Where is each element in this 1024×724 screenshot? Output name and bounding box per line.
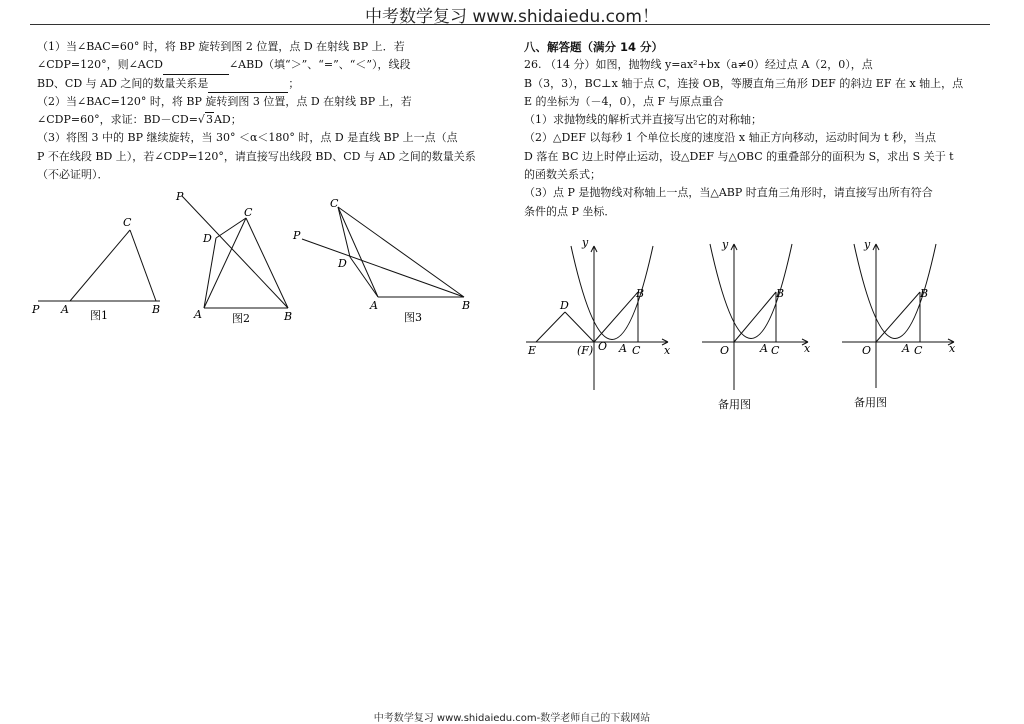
g1-label-c: C [632,344,641,357]
g1-seg-ed [536,312,565,342]
q26-part3-line2: 条件的点 P 坐标． [524,204,616,218]
figure-1 [30,210,170,330]
g2-caption: 备用图 [718,398,751,411]
g3-seg-ob [876,292,920,342]
part1-line3-post: ； [288,76,300,90]
fig3-label-p: P [293,229,301,242]
g1-seg-ob [594,292,638,342]
fig3-side-ca [338,207,378,297]
fig2-seg-da [204,238,216,308]
fig2-label-b: B [284,310,293,323]
fig2-label-c: C [244,206,253,219]
fig3-label-c: C [330,197,339,210]
g2-label-x: x [804,342,811,355]
page-header: 中考数学复习 www.shidaiedu.com！ [365,7,659,27]
fig2-label-d: D [203,232,212,245]
g3-label-b: B [920,287,929,300]
fig1-label-a: A [61,303,69,316]
g1-label-b: B [636,287,645,300]
fig3-label-a: A [370,299,378,312]
part3-line1: （3）将图 3 中的 BP 继续旋转，当 30° ＜α＜180° 时，点 D 是直线 BP 上一点（点 [37,131,458,145]
answer-blank-2[interactable] [208,80,288,93]
part1-line3-pre: BD、CD 与 AD 之间的数量关系是 [37,76,209,90]
g1-label-x: x [664,344,671,357]
g3-label-c: C [914,344,923,357]
part1-line2 [37,56,505,74]
g2-label-o: O [720,344,730,357]
q26-part2-line3: 的函数关系式； [524,168,601,182]
fig3-side-cb [338,207,464,297]
fig2-side-cb [246,218,288,308]
left-column [37,38,505,184]
fig2-label-a: A [194,308,202,321]
part1-line2-pre: ∠CDP=120°，则∠ACD [37,58,163,72]
section-heading: 八、解答题（满分 14 分） [524,40,664,54]
g2-seg-ob [734,292,776,342]
g3-label-x: x [949,342,956,355]
fig3-seg-da [350,257,378,297]
answer-blank-1[interactable] [163,62,229,75]
g3-caption: 备用图 [854,396,887,409]
fig1-label-c: C [123,216,132,229]
q26-part2-line1: （2）△DEF 以每秒 1 个单位长度的速度沿 x 轴正方向移动，运动时间为 t 秒，当点 [524,131,937,145]
header-rule [30,24,990,25]
part1-line2-post: ∠ABD（填“＞”、“=”、“＜”），线段 [228,58,411,72]
fig3-label-b: B [462,299,471,312]
g3-label-o: O [862,344,872,357]
q26-line1: 26. （14 分）如图，抛物线 y=ax²+bx（a≠0）经过点 A（2，0），点 [524,58,873,72]
part1-line1: （1）当∠BAC=60° 时，将 BP 旋转到图 2 位置，点 D 在射线 BP 上．若 [37,40,405,53]
q26-part1: （1）求抛物线的解析式并直接写出它的对称轴； [524,113,762,127]
part2-line2-post: AD； [213,113,242,127]
g1-label-d: D [560,299,569,312]
part1-line3 [37,75,505,93]
g2-label-b: B [776,287,785,300]
q26-line2: B（3，3），BC⊥x 轴于点 C，连接 OB，等腰直角三角形 DEF 的斜边 EF 在 x 轴上，点 [524,76,964,90]
g2-label-a: A [760,342,768,355]
fig1-caption: 图1 [90,309,108,322]
sqrt-three: 3 [205,113,213,127]
part2-line2-pre: ∠CDP=60°，求证：BD－CD=√ [37,113,205,127]
g1-label-a: A [619,342,627,355]
g1-seg-df [565,312,594,342]
q26-part2-line2: D 落在 BC 边上时停止运动，设△DEF 与△OBC 的重叠部分的面积为 S，求出 S 关于 t [524,149,954,163]
g1-label-o: O [598,340,608,353]
figure-3 [290,195,480,330]
graph-spare-2 [836,232,966,412]
g2-label-y: y [722,238,729,251]
fig3-ray-pb [302,239,464,297]
g1-label-y: y [582,236,589,249]
g3-label-y: y [864,238,871,251]
fig2-label-p: P [176,190,184,203]
fig1-side-ac [70,230,130,301]
right-column [524,38,994,221]
part2-line1: （2）当∠BAC=120° 时，将 BP 旋转到图 3 位置，点 D 在射线 BP 上，若 [37,94,412,108]
g2-label-c: C [771,344,780,357]
part2-line2 [37,111,505,129]
fig1-label-p: P [32,303,40,316]
g3-label-a: A [902,342,910,355]
q26-line3: E 的坐标为（－4，0），点 F 与原点重合 [524,94,724,108]
q26-part3-line1: （3）点 P 是抛物线对称轴上一点，当△ABP 时直角三角形时，请直接写出所有符合 [524,186,933,200]
graph-spare-1 [696,232,821,416]
part3-line2: P 不在线段 BD 上），若∠CDP=120°，请直接写出线段 BD、CD 与 AD 之间的数量关系 [37,149,476,163]
g1-label-f: (F) [577,344,594,357]
fig3-label-d: D [338,257,347,270]
graph-main [522,232,682,394]
g1-label-e: E [528,344,537,357]
fig1-label-b: B [152,303,161,316]
fig1-side-cb [130,230,156,301]
fig2-ray-pb [182,196,288,308]
figure-2 [172,188,302,330]
page-footer: 中考数学复习 www.shidaiedu.com-数学老师自己的下载网站 [373,713,651,724]
fig3-caption: 图3 [404,311,422,324]
part3-line3: （不必证明）． [37,168,109,182]
fig2-caption: 图2 [232,312,250,325]
